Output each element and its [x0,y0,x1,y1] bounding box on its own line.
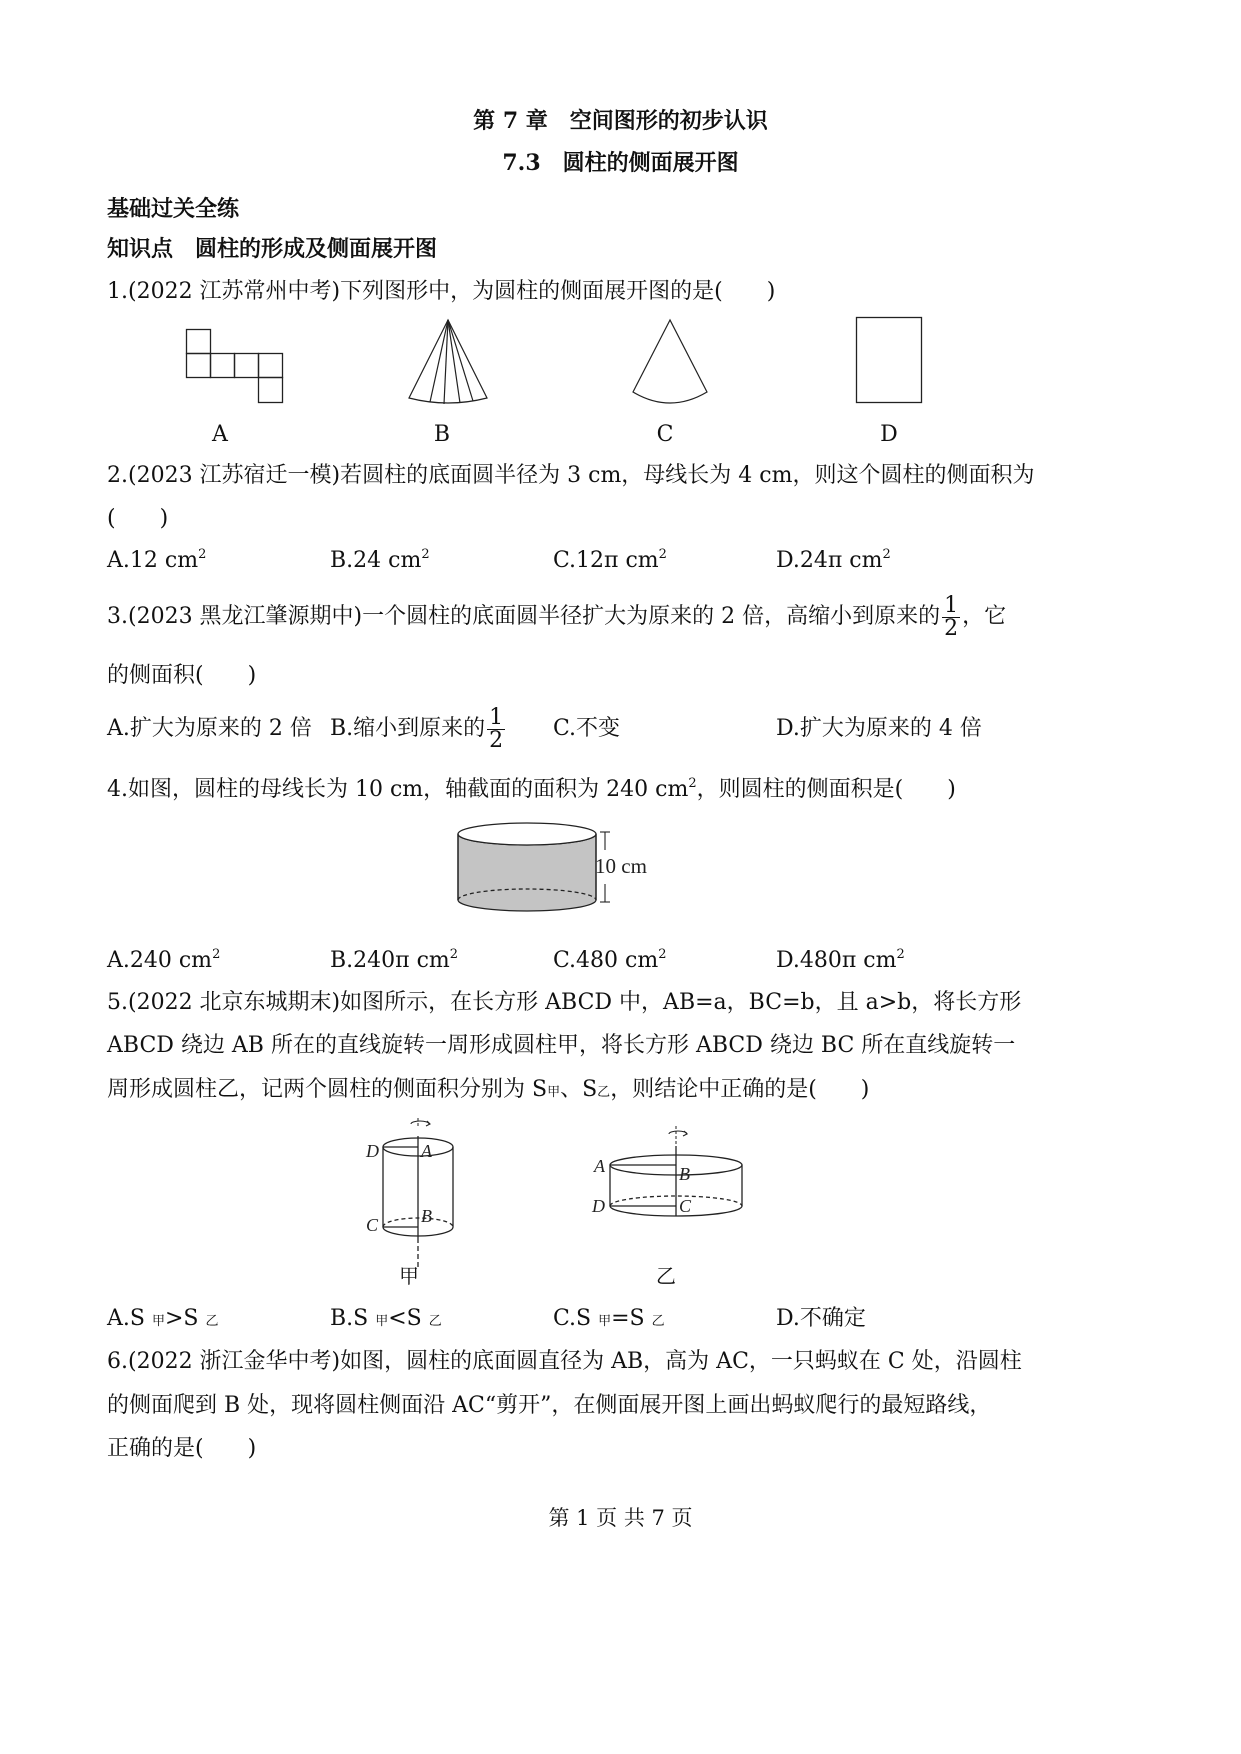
section-title: 7.3 圆柱的侧面展开图 [502,150,739,176]
q5-yi-label-d: D [592,1196,605,1216]
q5-jia-label-a: A [421,1141,432,1161]
chapter-title: 第 7 章 空间图形的初步认识 [473,108,768,134]
q1-label-a: A [212,422,228,447]
q5-yi-label-b: B [679,1164,690,1184]
heading-knowledge-point: 知识点 圆柱的形成及侧面展开图 [107,236,438,262]
q5-option-b: B.S 甲<S 乙 [330,1306,442,1331]
q3-stem-line2: 的侧面积( ) [107,663,257,688]
q5-jia-label-c: C [366,1215,379,1235]
q2-option-b: B.24 $cm^2$ [330,547,430,573]
q2-option-a: A.12 $cm^2$ [107,547,207,573]
q5-stem-line3: 周形成圆柱乙，记两个圆柱的侧面积分别为 S甲、S乙，则结论中正确的是( ) [107,1077,870,1102]
q2-stem-line1: 2.(2023 江苏宿迁一模)若圆柱的底面圆半径为 3 cm，母线长为 4 cm，则这个圆柱的侧面积为 [107,463,1035,488]
q1-figure-d-rectangle [856,317,923,404]
q5-jia-label-d: D [366,1141,379,1161]
q5-caption-jia: 甲 [399,1264,419,1288]
q1-label-c: C [656,422,674,447]
q4-cylinder-figure [450,818,660,918]
q1-figure-a-cube-net [186,329,284,404]
q5-jia-label-b: B [421,1206,432,1226]
q2-stem-line2: ( ) [107,506,169,531]
q5-stem-line2: ABCD 绕边 AB 所在的直线旋转一周形成圆柱甲，将长方形 ABCD 绕边 BC 所在直线旋转一 [107,1033,1016,1058]
q1-label-b: B [433,422,451,447]
q5-caption-yi: 乙 [656,1264,676,1288]
q6-stem-line1: 6.(2022 浙江金华中考)如图，圆柱的底面圆直径为 AB，高为 AC，一只蚂蚁在 C 处，沿圆柱 [107,1349,1022,1374]
page-footer: 第 1 页 共 7 页 [548,1506,693,1530]
q4-stem: 4.如图，圆柱的母线长为 10 cm，轴截面的面积为 240 $cm^2$，则圆柱的侧面积是( ) [107,776,956,802]
q5-stem-line1: 5.(2022 北京东城期末)如图所示，在长方形 ABCD 中，AB=a，BC=b，且 a>b，将长方形 [107,990,1022,1015]
q3-option-c: C.不变 [553,716,621,741]
heading-basic-practice: 基础过关全练 [107,196,240,222]
q4-height-label: 10 cm [595,854,647,878]
q5-option-d: D.不确定 [776,1306,866,1331]
q3-option-b-fraction: $\frac{1}{2}$ [489,704,504,753]
q1-label-d: D [880,422,898,447]
q4-option-a: A.240 $cm^2$ [107,947,221,973]
q5-option-c: C.S 甲=S 乙 [553,1306,665,1331]
q1-figure-c-sector [632,318,708,404]
q5-option-a: A.S 甲>S 乙 [107,1306,219,1331]
q3-option-d: D.扩大为原来的 4 倍 [776,716,982,741]
q3-fraction: $\frac{1}{2}$ [944,592,959,641]
q5-figure-yi [586,1120,746,1230]
q2-option-d: D.24π $cm^2$ [776,547,891,573]
q5-yi-label-a: A [594,1156,605,1176]
q5-figure-jia [360,1118,480,1288]
q1-figure-b-pyramid [408,318,488,404]
q6-stem-line2: 的侧面爬到 B 处，现将圆柱侧面沿 AC“剪开”，在侧面展开图上画出蚂蚁爬行的最短路线， [107,1393,992,1418]
q3-option-b: B.缩小到原来的 $\frac{1}{2}$ [330,704,504,753]
q5-yi-label-c: C [679,1196,692,1216]
q1-stem: 1.(2022 江苏常州中考)下列图形中，为圆柱的侧面展开图的是( ) [107,279,776,304]
q3-option-a: A.扩大为原来的 2 倍 [107,716,312,741]
q4-option-d: D.480π $cm^2$ [776,947,905,973]
q3-stem-line1: 3.(2023 黑龙江肇源期中)一个圆柱的底面圆半径扩大为原来的 2 倍，高缩小到原来的 $\frac{1}{2}$ ，它 [107,592,1007,641]
q2-option-c: C.12π $cm^2$ [553,547,667,573]
q4-option-b: B.240π $cm^2$ [330,947,459,973]
q4-option-c: C.480 $cm^2$ [553,947,667,973]
q6-stem-line3: 正确的是( ) [107,1436,257,1461]
